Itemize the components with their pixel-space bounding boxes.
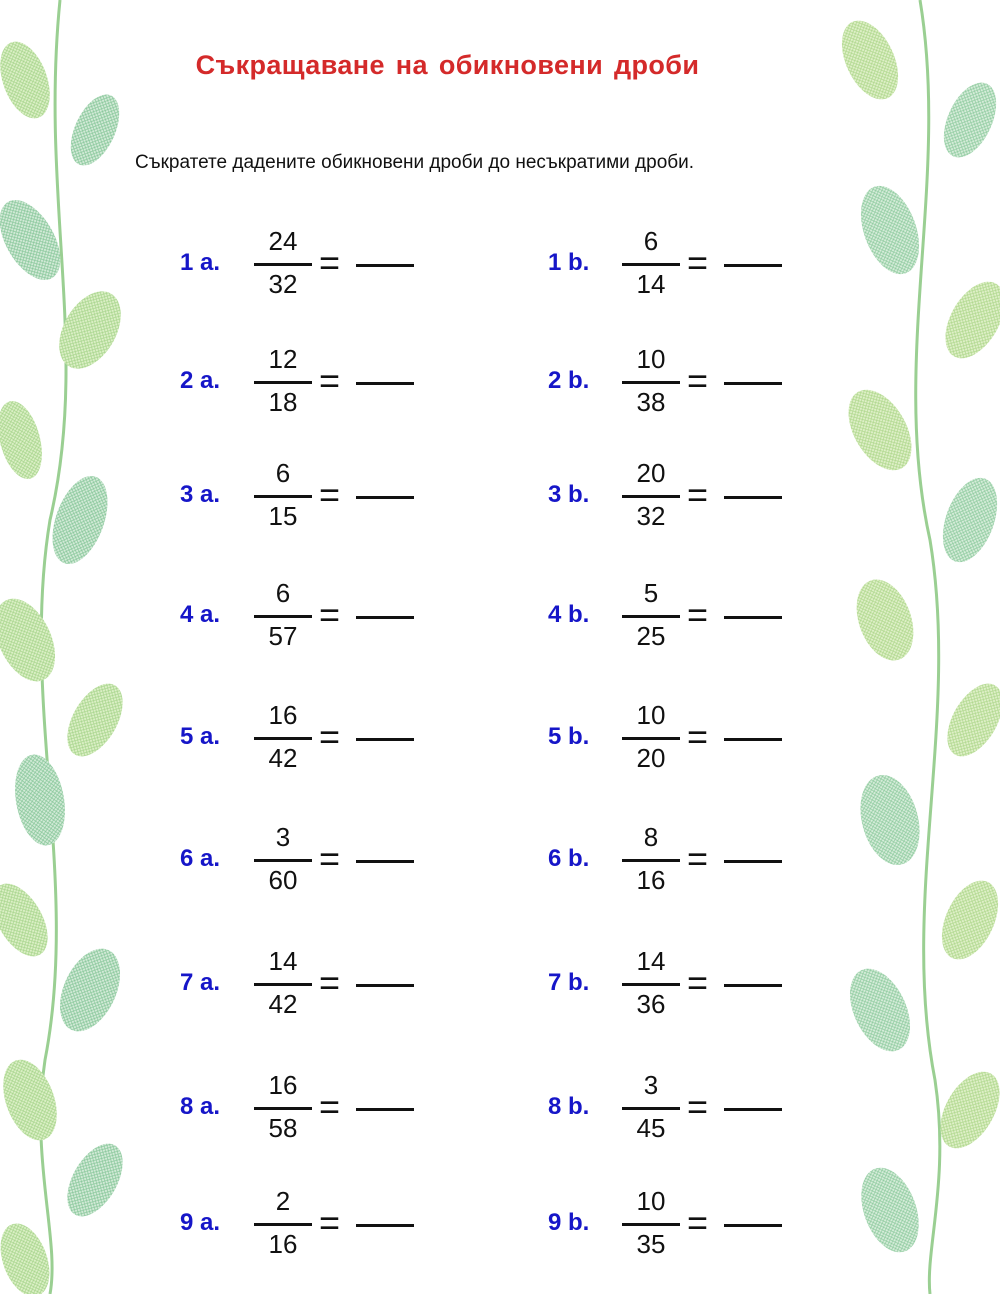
- problem-label: 7 b.: [548, 969, 590, 996]
- fraction: [622, 946, 680, 1026]
- answer-blank[interactable]: [356, 860, 414, 863]
- fraction-bar: [622, 859, 680, 862]
- problem-label: 5 b.: [548, 723, 590, 750]
- numerator: 14: [636, 946, 666, 976]
- equals-sign: =: [319, 716, 341, 757]
- numerator: 6: [275, 458, 291, 488]
- answer-blank[interactable]: [356, 1108, 414, 1111]
- problem-label: 2 b.: [548, 367, 590, 394]
- answer-blank[interactable]: [724, 860, 782, 863]
- fraction: [254, 578, 312, 658]
- fraction-problem-9a: [180, 1186, 440, 1266]
- answer-blank[interactable]: [724, 382, 782, 385]
- answer-blank[interactable]: [356, 264, 414, 267]
- fraction-problem-7b: [548, 946, 808, 1026]
- fraction-bar: [254, 1223, 312, 1226]
- answer-blank[interactable]: [724, 738, 782, 741]
- fraction-problem-1b: [548, 226, 808, 306]
- denominator: 58: [268, 1113, 298, 1143]
- denominator: 42: [268, 989, 298, 1019]
- equals-sign: =: [687, 716, 709, 757]
- problem-label: 4 a.: [180, 601, 221, 628]
- problem-label: 6 a.: [180, 845, 221, 872]
- fraction-problem-2b: [548, 344, 808, 424]
- numerator: 10: [636, 344, 666, 374]
- answer-blank[interactable]: [724, 1108, 782, 1111]
- problem-label: 9 a.: [180, 1209, 221, 1236]
- answer-blank[interactable]: [356, 1224, 414, 1227]
- fraction-problem-1a: [180, 226, 440, 306]
- fraction-bar: [254, 737, 312, 740]
- equals-sign: =: [319, 474, 341, 515]
- fraction-bar: [622, 1107, 680, 1110]
- fraction: [254, 226, 312, 306]
- fraction-problem-6b: [548, 822, 808, 902]
- problem-label: 6 b.: [548, 845, 590, 872]
- fraction: [254, 458, 312, 538]
- fraction: [622, 344, 680, 424]
- numerator: 8: [643, 822, 659, 852]
- fraction: [622, 700, 680, 780]
- problem-label: 1 b.: [548, 249, 590, 276]
- fraction-bar: [622, 495, 680, 498]
- denominator: 38: [636, 387, 666, 417]
- problem-label: 9 b.: [548, 1209, 590, 1236]
- numerator: 3: [643, 1070, 659, 1100]
- problem-label: 7 a.: [180, 969, 221, 996]
- fraction: [254, 946, 312, 1026]
- fraction: [622, 1186, 680, 1266]
- fraction-bar: [254, 1107, 312, 1110]
- leaf-pattern-right: [830, 0, 1000, 1294]
- leaf-pattern-left: [0, 0, 130, 1294]
- problem-label: 3 a.: [180, 481, 221, 508]
- fraction-problem-7a: [180, 946, 440, 1026]
- problem-label: 8 b.: [548, 1093, 590, 1120]
- equals-sign: =: [687, 242, 709, 283]
- numerator: 14: [268, 946, 298, 976]
- denominator: 60: [268, 865, 298, 895]
- fraction-problem-3b: [548, 458, 808, 538]
- answer-blank[interactable]: [724, 984, 782, 987]
- numerator: 20: [636, 458, 666, 488]
- fraction-problem-3a: [180, 458, 440, 538]
- fraction-problem-8a: [180, 1070, 440, 1150]
- fraction-bar: [254, 495, 312, 498]
- denominator: 15: [268, 501, 298, 531]
- answer-blank[interactable]: [356, 984, 414, 987]
- fraction-bar: [622, 615, 680, 618]
- answer-blank[interactable]: [356, 738, 414, 741]
- equals-sign: =: [319, 962, 341, 1003]
- denominator: 25: [636, 621, 666, 651]
- instruction-text: Съкратете дадените обикновени дроби до несъкратими дроби.: [135, 152, 695, 173]
- fraction-bar: [622, 263, 680, 266]
- answer-blank[interactable]: [356, 496, 414, 499]
- fraction-bar: [254, 381, 312, 384]
- denominator: 45: [636, 1113, 666, 1143]
- fraction-bar: [622, 737, 680, 740]
- equals-sign: =: [319, 242, 341, 283]
- fraction: [254, 1186, 312, 1266]
- numerator: 6: [643, 226, 659, 256]
- denominator: 32: [636, 501, 666, 531]
- fraction-bar: [254, 859, 312, 862]
- fraction-problem-2a: [180, 344, 440, 424]
- denominator: 36: [636, 989, 666, 1019]
- fraction: [254, 1070, 312, 1150]
- fraction-bar: [254, 983, 312, 986]
- answer-blank[interactable]: [724, 1224, 782, 1227]
- fraction-problem-8b: [548, 1070, 808, 1150]
- numerator: 5: [643, 578, 659, 608]
- numerator: 2: [275, 1186, 291, 1216]
- fraction-bar: [254, 615, 312, 618]
- answer-blank[interactable]: [724, 616, 782, 619]
- equals-sign: =: [687, 474, 709, 515]
- fraction-problem-4a: [180, 578, 440, 658]
- right-leaf-border: [830, 0, 1000, 1294]
- denominator: 42: [268, 743, 298, 773]
- fraction-bar: [622, 1223, 680, 1226]
- problem-label: 5 a.: [180, 723, 221, 750]
- left-leaf-border: [0, 0, 130, 1294]
- answer-blank[interactable]: [356, 382, 414, 385]
- fraction-bar: [254, 263, 312, 266]
- fraction: [254, 344, 312, 424]
- numerator: 16: [268, 700, 298, 730]
- problem-label: 1 a.: [180, 249, 221, 276]
- equals-sign: =: [687, 1086, 709, 1127]
- fraction: [622, 578, 680, 658]
- problem-label: 2 a.: [180, 367, 221, 394]
- fraction-bar: [622, 983, 680, 986]
- numerator: 10: [636, 700, 666, 730]
- problem-label: 8 a.: [180, 1093, 221, 1120]
- fraction: [622, 822, 680, 902]
- equals-sign: =: [687, 594, 709, 635]
- denominator: 35: [636, 1229, 666, 1259]
- denominator: 20: [636, 743, 666, 773]
- equals-sign: =: [319, 360, 341, 401]
- fraction: [622, 226, 680, 306]
- equals-sign: =: [687, 360, 709, 401]
- equals-sign: =: [319, 1086, 341, 1127]
- numerator: 24: [268, 226, 298, 256]
- denominator: 32: [268, 269, 298, 299]
- problem-label: 3 b.: [548, 481, 590, 508]
- numerator: 12: [268, 344, 298, 374]
- fraction-problem-6a: [180, 822, 440, 902]
- equals-sign: =: [319, 1202, 341, 1243]
- fraction: [254, 700, 312, 780]
- fraction: [254, 822, 312, 902]
- numerator: 6: [275, 578, 291, 608]
- equals-sign: =: [687, 962, 709, 1003]
- denominator: 57: [268, 621, 298, 651]
- fraction-problem-4b: [548, 578, 808, 658]
- denominator: 14: [636, 269, 666, 299]
- answer-blank[interactable]: [724, 264, 782, 267]
- fraction-problem-5a: [180, 700, 440, 780]
- page-title: Съкращаване на обикновени дроби: [195, 50, 700, 80]
- denominator: 16: [268, 1229, 298, 1259]
- answer-blank[interactable]: [724, 496, 782, 499]
- denominator: 18: [268, 387, 298, 417]
- numerator: 3: [275, 822, 291, 852]
- equals-sign: =: [687, 1202, 709, 1243]
- fraction-problem-9b: [548, 1186, 808, 1266]
- fraction-bar: [622, 381, 680, 384]
- fraction: [622, 1070, 680, 1150]
- answer-blank[interactable]: [356, 616, 414, 619]
- denominator: 16: [636, 865, 666, 895]
- fraction: [622, 458, 680, 538]
- problem-label: 4 b.: [548, 601, 590, 628]
- fraction-problem-5b: [548, 700, 808, 780]
- equals-sign: =: [319, 594, 341, 635]
- numerator: 16: [268, 1070, 298, 1100]
- numerator: 10: [636, 1186, 666, 1216]
- equals-sign: =: [319, 838, 341, 879]
- equals-sign: =: [687, 838, 709, 879]
